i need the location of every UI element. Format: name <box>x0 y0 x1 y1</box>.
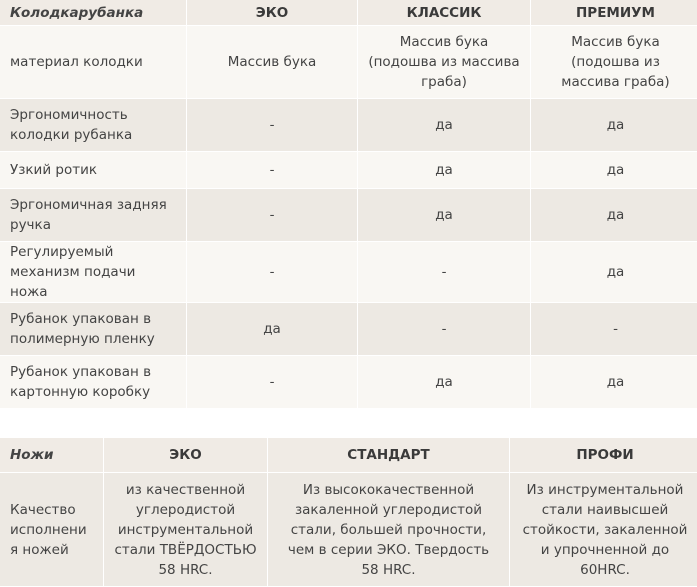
table-row <box>0 473 697 586</box>
cell-premium: - <box>531 303 697 355</box>
row-label: Узкий ротик <box>0 152 186 188</box>
table-row <box>0 303 697 355</box>
row-label: Рубанок упакован в полимерную пленку <box>0 303 186 355</box>
cell-premium: да <box>531 189 697 241</box>
table-row <box>0 356 697 408</box>
table-header-row <box>0 0 697 25</box>
table-row <box>0 152 697 188</box>
row-label: Регулируемый механизм подачи ножа <box>0 242 186 302</box>
cell-eco: - <box>187 242 357 302</box>
cell-premium: да <box>531 99 697 151</box>
header-cell-plane-block: Колодкарубанка <box>0 0 186 25</box>
header-cell-premium: ПРЕМИУМ <box>531 0 697 25</box>
header-cell-classic: КЛАССИК <box>358 0 530 25</box>
cell-eco: из качественной углеродистой инструментальной стали ТВЁРДОСТЬЮ 58 HRC. <box>104 473 267 586</box>
table-separator <box>0 412 697 438</box>
cell-eco: - <box>187 152 357 188</box>
table-row <box>0 242 697 302</box>
cell-classic: да <box>358 99 530 151</box>
cell-eco: - <box>187 99 357 151</box>
cell-profi: Из инструментальной стали наивысшей стойкости, закаленной и упрочненной до 60HRC. <box>510 473 697 586</box>
header-cell-profi: ПРОФИ <box>510 438 697 472</box>
cell-eco: Массив бука <box>187 26 357 98</box>
header-cell-eco: ЭКО <box>104 438 267 472</box>
table-header-row <box>0 438 697 472</box>
table-row <box>0 26 697 98</box>
row-label: Рубанок упакован в картонную коробку <box>0 356 186 408</box>
cell-premium: Массив бука (подошва из массива граба) <box>531 26 697 98</box>
row-label: материал колодки <box>0 26 186 98</box>
cell-premium: да <box>531 242 697 302</box>
cell-classic: Массив бука (подошва из массива граба) <box>358 26 530 98</box>
cell-premium: да <box>531 356 697 408</box>
table-row <box>0 189 697 241</box>
cell-classic: - <box>358 303 530 355</box>
row-label: Качество исполнения ножей <box>0 473 103 586</box>
cell-eco: - <box>187 189 357 241</box>
row-label: Эргономичность колодки рубанка <box>0 99 186 151</box>
cell-premium: да <box>531 152 697 188</box>
header-cell-eco: ЭКО <box>187 0 357 25</box>
cell-classic: - <box>358 242 530 302</box>
blades-comparison-table <box>0 437 697 587</box>
cell-classic: да <box>358 356 530 408</box>
cell-eco: - <box>187 356 357 408</box>
cell-classic: да <box>358 189 530 241</box>
cell-standard: Из высококачественной закаленной углеродистой стали, большей прочности, чем в серии ЭКО. Твердость 58 HRC. <box>268 473 509 586</box>
cell-eco: да <box>187 303 357 355</box>
header-cell-standard: СТАНДАРТ <box>268 438 509 472</box>
table-row <box>0 99 697 151</box>
row-label: Эргономичная задняя ручка <box>0 189 186 241</box>
cell-classic: да <box>358 152 530 188</box>
header-cell-blades: Ножи <box>0 438 103 472</box>
